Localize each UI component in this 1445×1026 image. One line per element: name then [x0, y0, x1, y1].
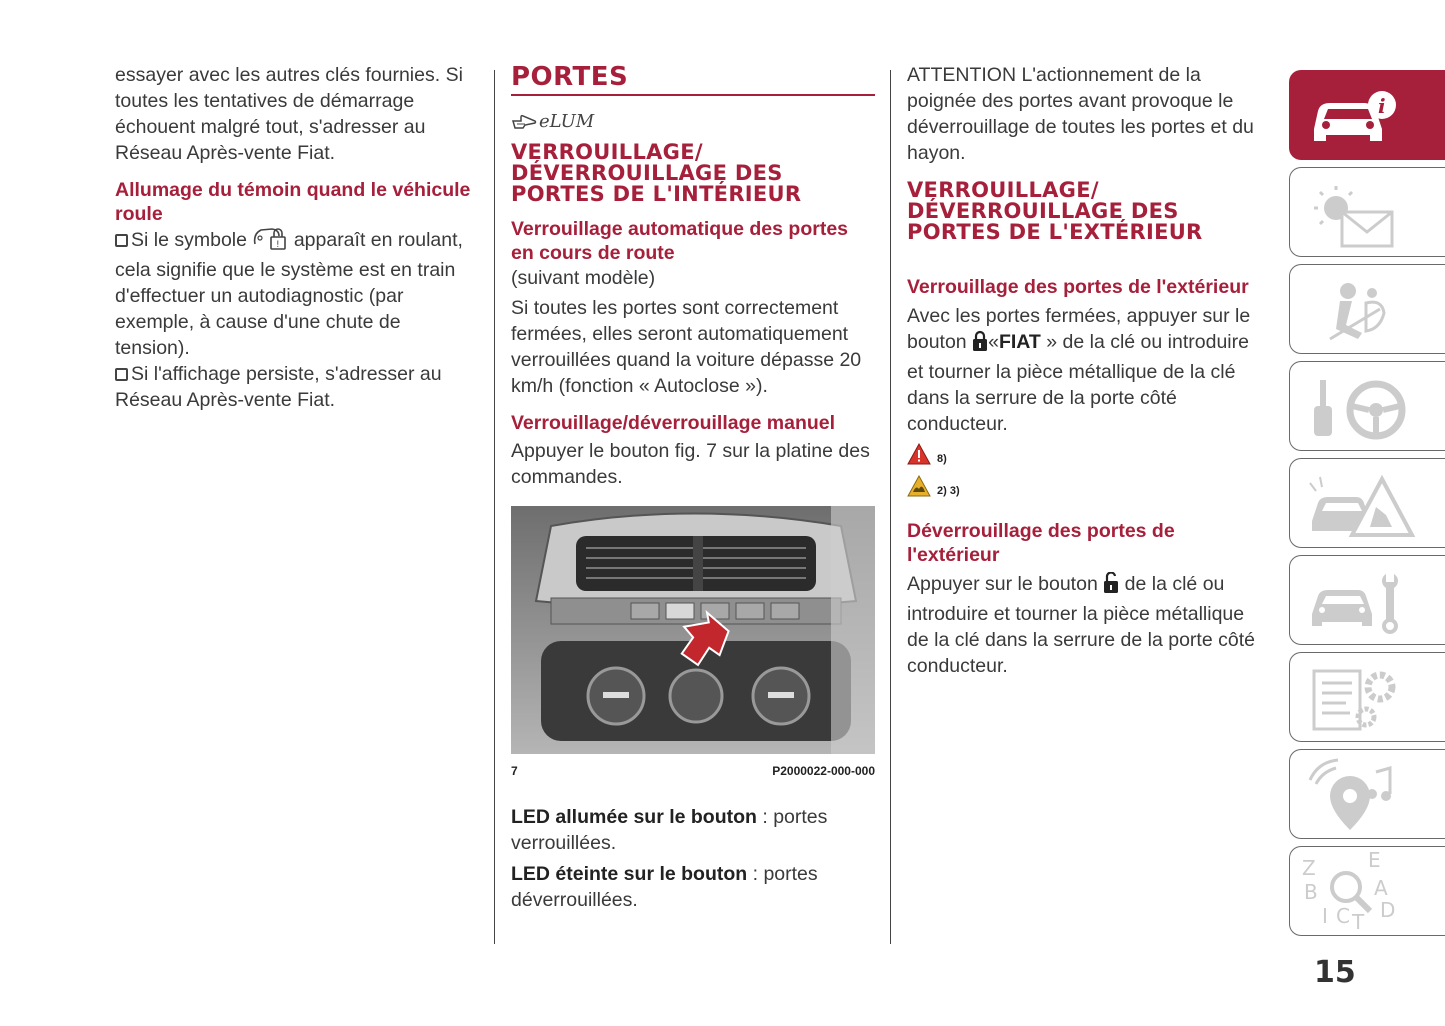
- index-letter: C: [1336, 904, 1350, 928]
- alphabetical-index-icon: [1300, 851, 1430, 931]
- section-title-interior: VERROUILLAGE/ DÉVERROUILLAGE DES PORTES DE L'INTÉRIEUR: [511, 140, 802, 206]
- attention-text: ATTENTION L'actionnement de la poignée des portes avant provoque le déverrouillage de toutes les portes et du hayon.: [907, 64, 1254, 164]
- index-letter: D: [1380, 898, 1396, 922]
- column-divider: [494, 70, 495, 944]
- dashboard-photo: [511, 506, 875, 754]
- svg-text:!: !: [276, 240, 280, 250]
- key-lock-warning-icon: [252, 226, 288, 257]
- paragraph-exterior-lock: Avec les portes fermées, appuyer sur le bouton «FIAT » de la clé ou introduire et tourner la pièce métallique de la clé dans la serrure de la porte côté conducteur.: [907, 305, 1251, 435]
- index-letter: I: [1322, 904, 1328, 928]
- index-letter: Z: [1302, 856, 1316, 880]
- pointing-hand-icon: [511, 111, 537, 131]
- subheading-manual-lock: Verrouillage/déverrouillage manuel: [511, 412, 836, 434]
- figure-caption: [511, 764, 875, 778]
- danger-triangle-icon: [907, 443, 931, 465]
- multimedia-location-icon: [1300, 754, 1430, 834]
- padlock-closed-icon: [972, 330, 988, 359]
- index-letter: E: [1368, 851, 1381, 872]
- car-wrench-icon: [1300, 560, 1430, 640]
- tab-index[interactable]: [1289, 846, 1445, 936]
- page-number: 15: [1314, 955, 1356, 990]
- column-3: [907, 62, 1269, 679]
- column-1: [115, 62, 480, 413]
- led-on-text: LED allumée sur le bouton : portes verrouillées.: [511, 806, 828, 854]
- caution-triangle-icon: [907, 475, 931, 497]
- tab-emergency[interactable]: [1289, 458, 1445, 548]
- airbag-seat-icon: [1300, 269, 1430, 349]
- tab-multimedia[interactable]: [1289, 749, 1445, 839]
- led-off-text: LED éteinte sur le bouton : portes déverrouillées.: [511, 863, 818, 911]
- section-title-exterior: VERROUILLAGE/ DÉVERROUILLAGE DES PORTES DE L'EXTÉRIEUR: [907, 178, 1203, 244]
- tab-lights-messages[interactable]: [1289, 167, 1445, 257]
- section-heading-warning-light: Allumage du témoin quand le véhicule roule: [115, 179, 471, 225]
- elum-logo: eLUM: [511, 108, 875, 134]
- car-accident-warning-icon: [1300, 463, 1430, 543]
- tab-starting-driving[interactable]: [1289, 361, 1445, 451]
- paragraph-auto-lock: Si toutes les portes sont correctement fermées, elles seront automatiquement verrouillées quand la voiture dépasse 20 km/h (fonction « Autoclose »).: [511, 297, 862, 397]
- index-letter: T: [1352, 910, 1365, 931]
- danger-warning-reference: 8): [907, 443, 1269, 465]
- subheading-exterior-unlock: Déverrouillage des portes de l'extérieur: [907, 520, 1175, 566]
- paragraph-exterior-unlock: Appuyer sur le bouton de la clé ou introduire et tourner la pièce métallique de la clé dans la serrure de la porte côté conducteur.: [907, 573, 1255, 677]
- svg-text:i: i: [1378, 94, 1386, 118]
- index-letter: A: [1374, 876, 1388, 900]
- model-note: (suivant modèle): [511, 267, 656, 289]
- subheading-exterior-lock: Verrouillage des portes de l'extérieur: [907, 276, 1249, 298]
- page-title: PORTES: [511, 62, 875, 96]
- bullet-box-icon: [115, 234, 128, 247]
- figure-code: P2000022-000-000: [772, 764, 875, 778]
- padlock-open-icon: [1103, 572, 1119, 601]
- caution-warning-reference: 2) 3): [907, 475, 1269, 497]
- tab-car-info[interactable]: [1289, 70, 1445, 160]
- subheading-auto-lock: Verrouillage automatique des portes en cours de route: [511, 218, 849, 264]
- specs-gear-icon: [1300, 657, 1430, 737]
- tab-technical-data[interactable]: [1289, 652, 1445, 742]
- column-2: [511, 62, 875, 913]
- index-letter: B: [1304, 880, 1318, 904]
- bullet-2: Si l'affichage persiste, s'adresser au Réseau Après-vente Fiat.: [115, 363, 442, 411]
- key-steering-wheel-icon: [1300, 366, 1430, 446]
- figure-number: 7: [511, 764, 518, 778]
- column-divider: [890, 70, 891, 944]
- tab-maintenance[interactable]: [1289, 555, 1445, 645]
- bullet-1: Si le symbole ! apparaît en roulant, cela signifie que le système est en train d'effectuer un autodiagnostic (par exemple, à cause d'une chute de tension).: [115, 226, 480, 361]
- tab-safety[interactable]: [1289, 264, 1445, 354]
- intro-text: essayer avec les autres clés fournies. Si toutes les tentatives de démarrage échouent malgré tout, s'adresser au Réseau Après-vente Fiat.: [115, 64, 463, 164]
- bullet-box-icon: [115, 368, 128, 381]
- car-info-icon: [1300, 75, 1430, 155]
- light-envelope-icon: [1300, 172, 1430, 252]
- paragraph-manual-lock: Appuyer le bouton fig. 7 sur la platine des commandes.: [511, 440, 870, 488]
